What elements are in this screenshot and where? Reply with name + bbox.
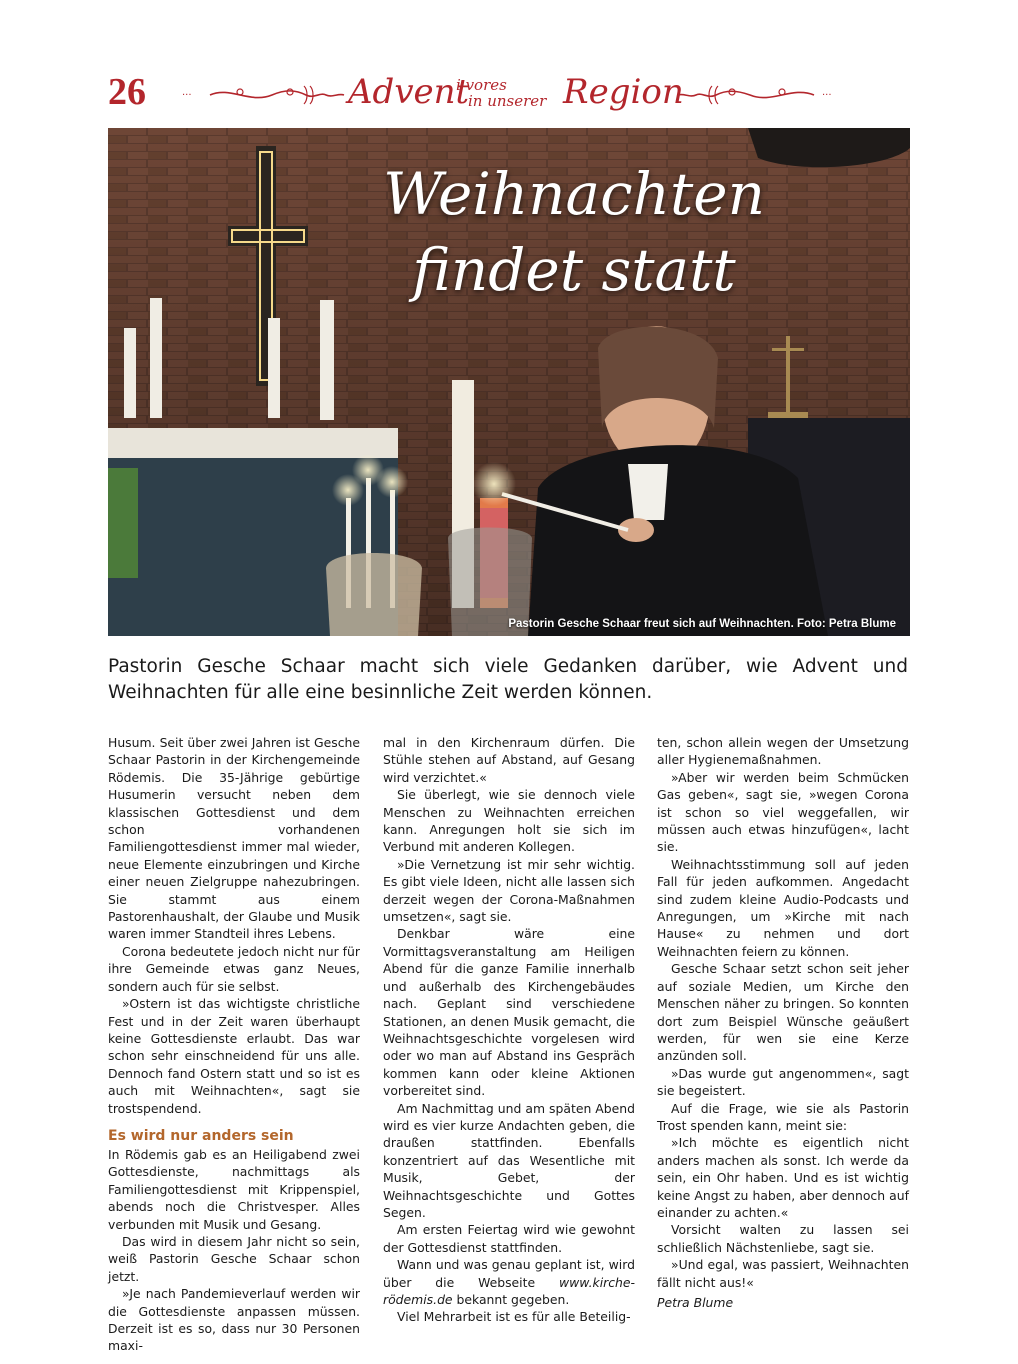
svg-text:···: ··· (822, 90, 832, 101)
article-column-3 (657, 734, 909, 1311)
paragraph: »Ich möchte es eigentlich nicht anders machen als sonst. Ich werde da sein, ein Ohr haben. Und es ist wichtig keine Angst zu haben, aber dennoch auf einander zu achten.« (657, 1135, 909, 1220)
header-title-sub1: i vores (456, 76, 507, 94)
header-banner (180, 68, 840, 120)
svg-text:···: ··· (182, 90, 192, 101)
paragraph: mal in den Kirchenraum dürfen. Die Stühle stehen auf Abstand, auf Gesang wird verzichtet.« (383, 735, 635, 785)
photo-caption: Pastorin Gesche Schaar freut sich auf Weihnachten. Foto: Petra Blume (508, 618, 896, 630)
paragraph: Sie überlegt, wie sie dennoch viele Menschen zu Weihnachten erreichen kann. Anregungen holt sie sich im Verbund mit anderen Kollegen. (383, 787, 635, 855)
header-title-sub2: in unserer (468, 92, 547, 110)
article-column-1 (108, 734, 360, 1355)
article-column-2 (383, 734, 635, 1326)
paragraph: »Die Vernetzung ist mir sehr wichtig. Es gibt viele Ideen, nicht alle lassen sich derzeit wegen der Corona-Maßnahmen umsetzen«, sagt sie. (383, 856, 635, 925)
headline-line2: findet statt (412, 236, 736, 304)
headline (108, 156, 910, 308)
right-ornament-icon (672, 68, 842, 120)
paragraph: Auf die Frage, wie sie als Pastorin Trost spenden kann, meint sie: (657, 1100, 909, 1133)
paragraph: Am Nachmittag und am späten Abend wird es vier kurze Andachten geben, die draußen stattfinden. Ebenfalls konzentriert auf das Wesentliche mit Musik, Gebet, der Weihnachtsgeschichte und Gottes Segen. (383, 1100, 635, 1220)
paragraph-text: Wann und was genau geplant ist, wird über die Webseite (383, 1257, 635, 1290)
header-title-region: Region (563, 72, 684, 112)
paragraph: »Und egal, was passiert, Weihnachten fällt nicht aus!« (657, 1257, 909, 1290)
paragraph: »Je nach Pandemieverlauf werden wir die Gottesdienste anpassen müssen. Derzeit ist es so, dass nur 30 Personen maxi- (108, 1286, 360, 1354)
paragraph: Am ersten Feiertag wird wie gewohnt der Gottesdienst stattfinden. (383, 1222, 635, 1255)
paragraph: Gesche Schaar setzt schon seit jeher auf soziale Medien, um Kirche den Menschen näher zu bringen. So konnten dort zum Beispiel Wünsche geäußert werden, für wen sie eine Kerze anzünden soll. (657, 961, 909, 1064)
paragraph: »Ostern ist das wichtigste christliche Fest und in der Zeit waren überhaupt keine Gottesdienste erlaubt. Das war schon sehr einschneidend für uns alle. Dennoch fand Ostern statt und so ist es auch mit Weihnachten«, sagt sie trostspendend. (108, 996, 360, 1116)
paragraph-text: bekannt gegeben. (452, 1292, 570, 1307)
author-byline: Petra Blume (657, 1295, 734, 1310)
paragraph (383, 1256, 635, 1308)
paragraph: In Rödemis gab es an Heiligabend zwei Gottesdienste, nachmittags als Familiengottesdienst mit Krippenspiel, abends noch die Christvesper. Alles verbunden mit Musik und Gesang. (108, 1146, 360, 1232)
subheading: Es wird nur anders sein (108, 1127, 294, 1144)
paragraph: Denkbar wäre eine Vormittagsveranstaltung am Heiligen Abend für die ganze Familie innerhalb und außerhalb des Kirchengebäudes nach. Geplant sind verschiedene Stationen, an denen Musik gemacht, die Weihnachtsgeschichte vorgelesen wird oder wo man auf Abstand ins Gespräch kommen kann oder kleine Aktionen vorbereitet sind. (383, 926, 635, 1099)
paragraph: Husum. Seit über zwei Jahren ist Gesche Schaar Pastorin in der Kirchengemeinde Rödemis. Die 35-Jährige gebürtige Husumerin versucht neben dem klassischen Gottesdienst und dem schon vorhandenen Familiengottesdienst immer mal wieder, neue Elemente einzubringen und Kirche einer neuen Zielgruppe nahezubringen. Sie stammt aus einem Pastorenhaushalt, der Glaube und Musik waren immer Standteil ihres Lebens. (108, 735, 360, 942)
paragraph: Viel Mehrarbeit ist es für alle Beteilig- (397, 1309, 631, 1325)
paragraph: »Das wurde gut angenommen«, sagt sie begeistert. (657, 1065, 909, 1099)
paragraph: Vorsicht walten zu lassen sei schließlich Nächstenliebe, sagt sie. (657, 1222, 909, 1255)
header-title-advent: Advent (348, 72, 470, 112)
article-photo (108, 128, 910, 636)
header-title (348, 72, 684, 116)
paragraph: »Aber wir werden beim Schmücken Gas geben«, sagt sie, »wegen Corona ist schon so viel weggefallen, wir müssen auch etwas hinzufügen«, lacht sie. (657, 769, 909, 855)
paragraph: ten, schon allein wegen der Umsetzung aller Hygienemaßnahmen. (657, 735, 909, 768)
paragraph: Weihnachtsstimmung soll auf jeden Fall für jeden aufkommen. Angedacht sind zudem kleine Audio-Podcasts und Anregungen, um »Kirche mit nach Hause« zu nehmen und dort Weihnachten feiern zu können. (657, 856, 909, 959)
website-link[interactable]: www.kirche-rödemis.de (383, 1274, 635, 1307)
headline-line1: Weihnachten (383, 160, 765, 228)
paragraph: Das wird in diesem Jahr nicht so sein, weiß Pastorin Gesche Schaar schon jetzt. (108, 1233, 360, 1284)
left-ornament-icon (180, 68, 350, 120)
paragraph: Corona bedeutete jedoch nicht nur für ihre Gemeinde etwas ganz Neues, sondern auch für sie selbst. (108, 943, 360, 994)
article-lead: Pastorin Gesche Schaar macht sich viele Gedanken darüber, wie Advent und Weihnachten für alle eine besinnliche Zeit werden können. (108, 656, 908, 703)
page-number: 26 (108, 71, 146, 113)
